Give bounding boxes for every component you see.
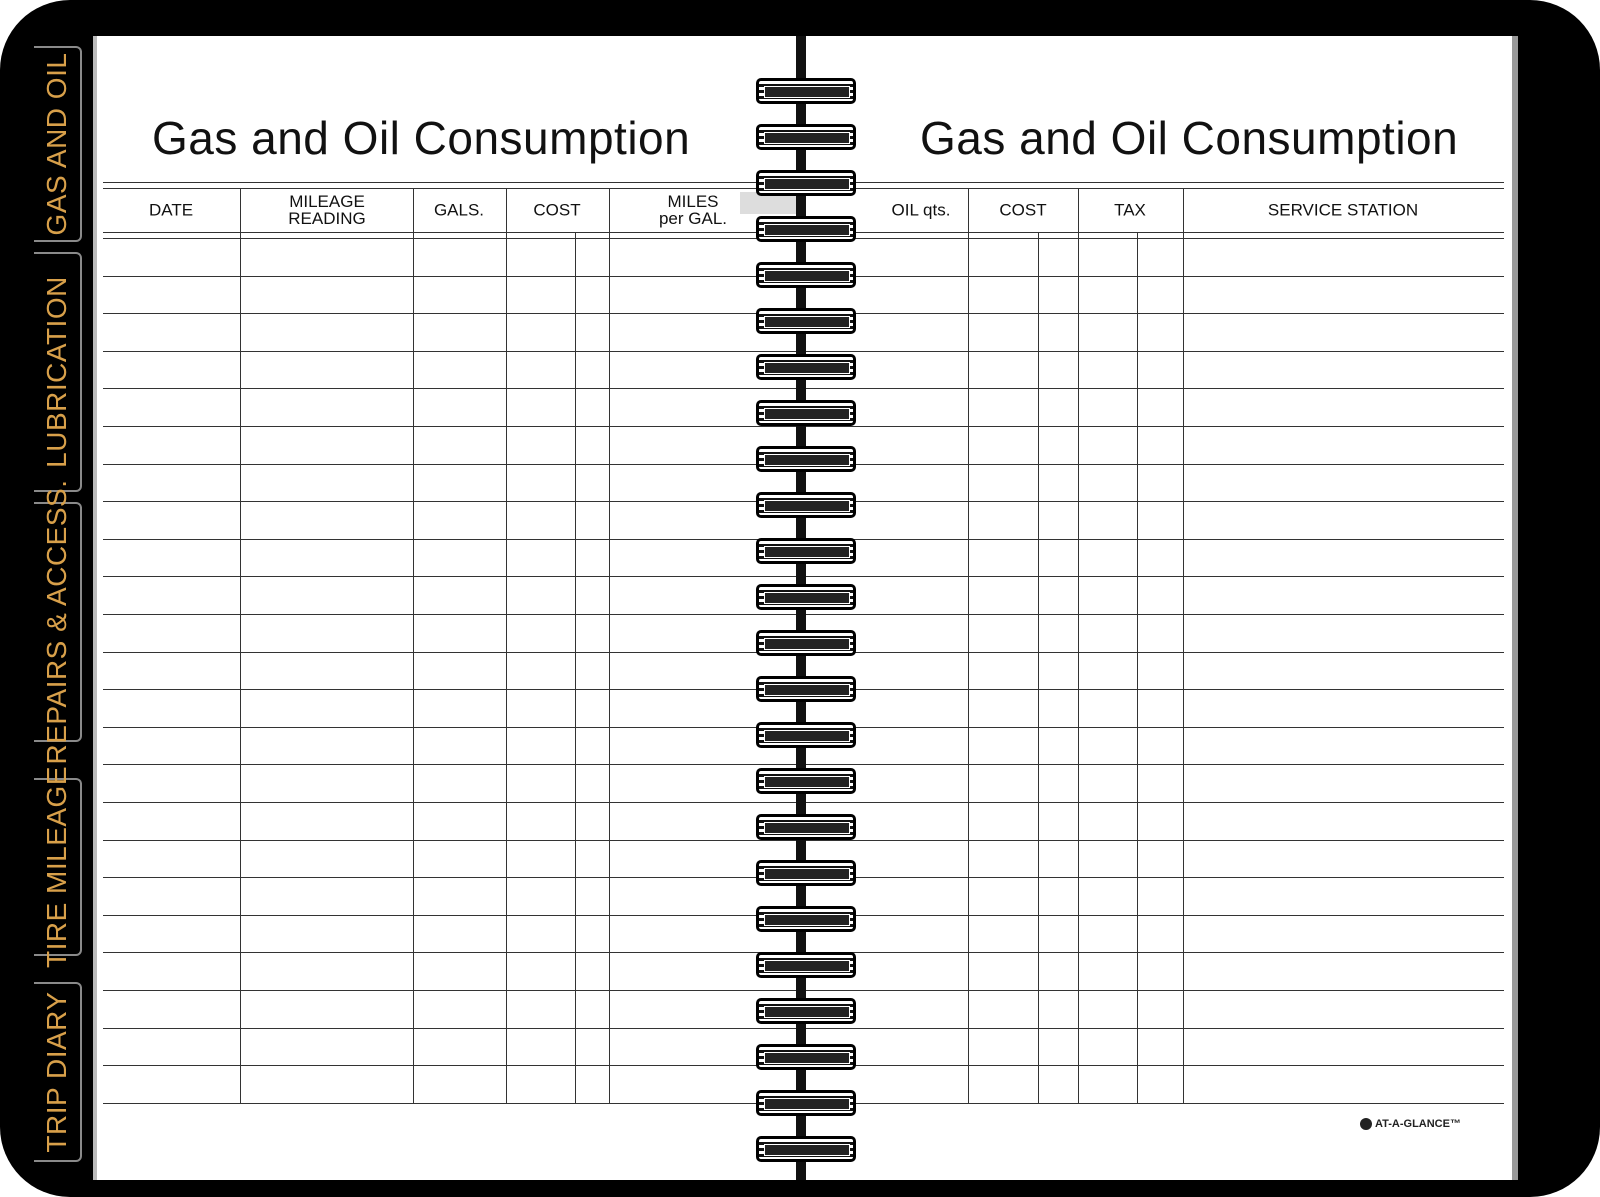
table-row-line xyxy=(800,276,1504,277)
tab-label: LUBRICATION xyxy=(41,276,72,468)
table-row-line xyxy=(800,877,1504,878)
coil-wire xyxy=(764,1144,850,1156)
coil-wire xyxy=(764,132,850,144)
header-rule xyxy=(800,238,1504,239)
column-divider xyxy=(609,188,610,1103)
header-rule xyxy=(103,238,803,239)
table-row-line xyxy=(103,727,803,728)
coil-wire xyxy=(764,684,850,696)
tab-repairs-access[interactable] xyxy=(34,479,82,765)
table-row-line xyxy=(103,1103,803,1104)
column-header: MILES per GAL. xyxy=(658,192,728,228)
table-row-line xyxy=(103,952,803,953)
column-header: MILEAGE READING xyxy=(288,192,366,228)
coil-wire xyxy=(764,500,850,512)
cents-divider xyxy=(575,232,576,1103)
coil-wire xyxy=(764,960,850,972)
table-row-line xyxy=(103,276,803,277)
table-row-line xyxy=(800,313,1504,314)
coil-wire xyxy=(764,1052,850,1064)
table-row-line xyxy=(800,464,1504,465)
table-row-line xyxy=(800,652,1504,653)
cents-divider xyxy=(1038,232,1039,1103)
column-header: COST xyxy=(999,200,1047,220)
table-row-line xyxy=(103,388,803,389)
header-rule xyxy=(103,232,803,233)
column-divider xyxy=(1078,188,1079,1103)
column-header: DATE xyxy=(148,200,194,220)
spiral-binding-coil-icon xyxy=(756,584,856,610)
table-row-line xyxy=(800,576,1504,577)
tab-trip-diary[interactable] xyxy=(34,982,82,1162)
coil-wire xyxy=(764,638,850,650)
table-row-line xyxy=(103,1065,803,1066)
coil-wire xyxy=(764,270,850,282)
tab-label: TIRE MILEAGE xyxy=(41,765,72,969)
column-divider xyxy=(506,188,507,1103)
table-row-line xyxy=(800,990,1504,991)
coil-wire xyxy=(764,592,850,604)
left-page xyxy=(93,36,803,1180)
column-header: OIL qts. xyxy=(891,200,951,220)
table-row-line xyxy=(800,689,1504,690)
header-rule xyxy=(103,182,803,183)
table-row-line xyxy=(800,1028,1504,1029)
tab-label: GAS AND OIL xyxy=(41,52,72,236)
header-rule xyxy=(800,182,1504,183)
spiral-binding-coil-icon xyxy=(756,906,856,932)
table-row-line xyxy=(800,727,1504,728)
table-row-line xyxy=(800,614,1504,615)
table-row-line xyxy=(103,501,803,502)
coil-wire xyxy=(764,1098,850,1110)
spiral-binding-coil-icon xyxy=(756,538,856,564)
coil-wire xyxy=(764,546,850,558)
table-row-line xyxy=(800,915,1504,916)
spiral-binding-coil-icon xyxy=(756,216,856,242)
coil-wire xyxy=(764,362,850,374)
table-row-line xyxy=(800,501,1504,502)
spiral-binding-coil-icon xyxy=(756,308,856,334)
table-row-line xyxy=(103,313,803,314)
table-row-line xyxy=(103,614,803,615)
page-title: Gas and Oil Consumption xyxy=(920,112,1459,164)
table-row-line xyxy=(103,764,803,765)
tab-label: TRIP DIARY xyxy=(41,991,72,1153)
spiral-binding-coil-icon xyxy=(756,170,856,196)
spiral-binding-coil-icon xyxy=(756,998,856,1024)
right-page xyxy=(800,36,1518,1180)
spiral-binding-coil-icon xyxy=(756,1090,856,1116)
table-row-line xyxy=(800,1065,1504,1066)
section-tabs xyxy=(30,40,88,1180)
brand-text: AT-A-GLANCE™ xyxy=(1375,1118,1461,1130)
table-row-line xyxy=(800,952,1504,953)
coil-wire xyxy=(764,86,850,98)
tab-lubrication[interactable] xyxy=(34,252,82,492)
header-rule xyxy=(103,188,803,189)
column-header: GALS. xyxy=(433,200,485,220)
column-header: SERVICE STATION xyxy=(1267,200,1419,220)
coil-wire xyxy=(764,408,850,420)
header-rule xyxy=(800,188,1504,189)
at-a-glance-logo-icon xyxy=(1360,1118,1372,1130)
page-title: Gas and Oil Consumption xyxy=(152,112,691,164)
coil-wire xyxy=(764,1006,850,1018)
coil-wire xyxy=(764,316,850,328)
spiral-binding-coil-icon xyxy=(756,952,856,978)
table-row-line xyxy=(800,539,1504,540)
table-row-line xyxy=(800,1103,1504,1104)
table-row-line xyxy=(103,990,803,991)
table-row-line xyxy=(800,802,1504,803)
header-rule xyxy=(800,232,1504,233)
coil-wire xyxy=(764,178,850,190)
table-row-line xyxy=(103,464,803,465)
coil-wire xyxy=(764,454,850,466)
table-row-line xyxy=(103,576,803,577)
tab-gas-and-oil[interactable] xyxy=(34,46,82,242)
spiral-binding-coil-icon xyxy=(756,1136,856,1162)
spiral-binding-coil-icon xyxy=(756,768,856,794)
spiral-binding-coil-icon xyxy=(756,1044,856,1070)
table-row-line xyxy=(103,426,803,427)
spiral-binding-coil-icon xyxy=(756,722,856,748)
table-row-line xyxy=(103,802,803,803)
table-row-line xyxy=(800,388,1504,389)
table-row-line xyxy=(103,877,803,878)
spiral-binding-coil-icon xyxy=(756,262,856,288)
table-row-line xyxy=(103,351,803,352)
table-row-line xyxy=(800,764,1504,765)
spiral-binding-coil-icon xyxy=(756,676,856,702)
spiral-binding-coil-icon xyxy=(756,446,856,472)
spiral-binding-coil-icon xyxy=(756,492,856,518)
column-divider xyxy=(968,188,969,1103)
table-row-line xyxy=(103,689,803,690)
spiral-binding-coil-icon xyxy=(756,354,856,380)
column-divider xyxy=(1183,188,1184,1103)
table-row-line xyxy=(103,1028,803,1029)
table-row-line xyxy=(800,351,1504,352)
spiral-binding-coil-icon xyxy=(756,400,856,426)
cents-divider xyxy=(1137,232,1138,1103)
table-row-line xyxy=(800,840,1504,841)
column-header: TAX xyxy=(1114,200,1146,220)
spiral-binding-coil-icon xyxy=(756,630,856,656)
table-row-line xyxy=(103,840,803,841)
tab-tire-mileage[interactable] xyxy=(34,765,82,969)
coil-wire xyxy=(764,224,850,236)
spiral-binding-coil-icon xyxy=(756,814,856,840)
spiral-binding-coil-icon xyxy=(756,78,856,104)
brand-logo xyxy=(1360,1118,1461,1130)
table-row-line xyxy=(103,915,803,916)
column-header: COST xyxy=(533,200,581,220)
table-row-line xyxy=(103,652,803,653)
coil-wire xyxy=(764,776,850,788)
table-row-line xyxy=(103,539,803,540)
coil-wire xyxy=(764,868,850,880)
tab-label: REPAIRS & ACCESS. xyxy=(41,479,72,765)
spiral-binding-coil-icon xyxy=(756,124,856,150)
coil-wire xyxy=(764,822,850,834)
coil-wire xyxy=(764,914,850,926)
column-divider xyxy=(240,188,241,1103)
column-divider xyxy=(413,188,414,1103)
spiral-binding-coil-icon xyxy=(756,860,856,886)
coil-wire xyxy=(764,730,850,742)
table-row-line xyxy=(800,426,1504,427)
